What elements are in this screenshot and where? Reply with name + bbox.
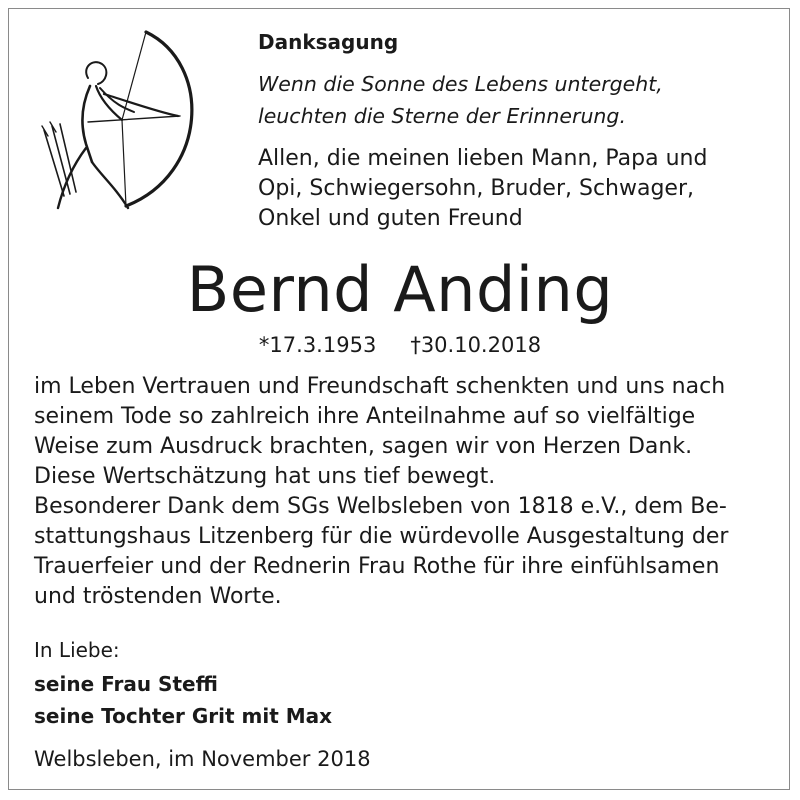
motto-line: Wenn die Sonne des Lebens untergeht, <box>258 72 663 96</box>
love-label: In Liebe: <box>34 638 120 662</box>
birth-date: *17.3.1953 <box>258 333 377 357</box>
motto-quote <box>258 68 663 132</box>
body-line: im Leben Vertrauen und Freundschaft schenkten und uns nach <box>34 374 726 399</box>
signer: seine Frau Steffi <box>34 672 218 696</box>
death-date: †30.10.2018 <box>410 333 542 357</box>
heading-danksagung: Danksagung <box>258 30 399 54</box>
signers <box>34 668 332 732</box>
body-line: seinem Tode so zahlreich ihre Anteilnahme auf so vielfältige <box>34 404 696 429</box>
place-date: Welbsleben, im November 2018 <box>34 747 371 771</box>
intro-line: Opi, Schwiegersohn, Bruder, Schwager, <box>258 176 694 201</box>
signer: seine Tochter Grit mit Max <box>34 704 333 728</box>
body-line: stattungshaus Litzenberg für die würdevolle Ausgestaltung der <box>34 524 729 549</box>
body-line: Trauerfeier und der Rednerin Frau Rothe für ihre einfühlsamen <box>34 554 720 579</box>
life-dates <box>0 330 800 360</box>
body-text <box>34 372 728 612</box>
body-line: Besonderer Dank dem SGs Welbsleben von 1818 e.V., dem Be- <box>34 494 727 519</box>
archer-icon <box>30 24 200 214</box>
intro-text <box>258 144 707 234</box>
motto-line: leuchten die Sterne der Erinnerung. <box>258 104 626 128</box>
deceased-name: Bernd Anding <box>186 253 614 326</box>
body-line: Weise zum Ausdruck brachten, sagen wir von Herzen Dank. <box>34 434 693 459</box>
body-line: Diese Wertschätzung hat uns tief bewegt. <box>34 464 496 489</box>
intro-line: Allen, die meinen lieben Mann, Papa und <box>258 146 708 171</box>
body-line: und tröstenden Worte. <box>34 584 282 609</box>
intro-line: Onkel und guten Freund <box>258 206 523 231</box>
